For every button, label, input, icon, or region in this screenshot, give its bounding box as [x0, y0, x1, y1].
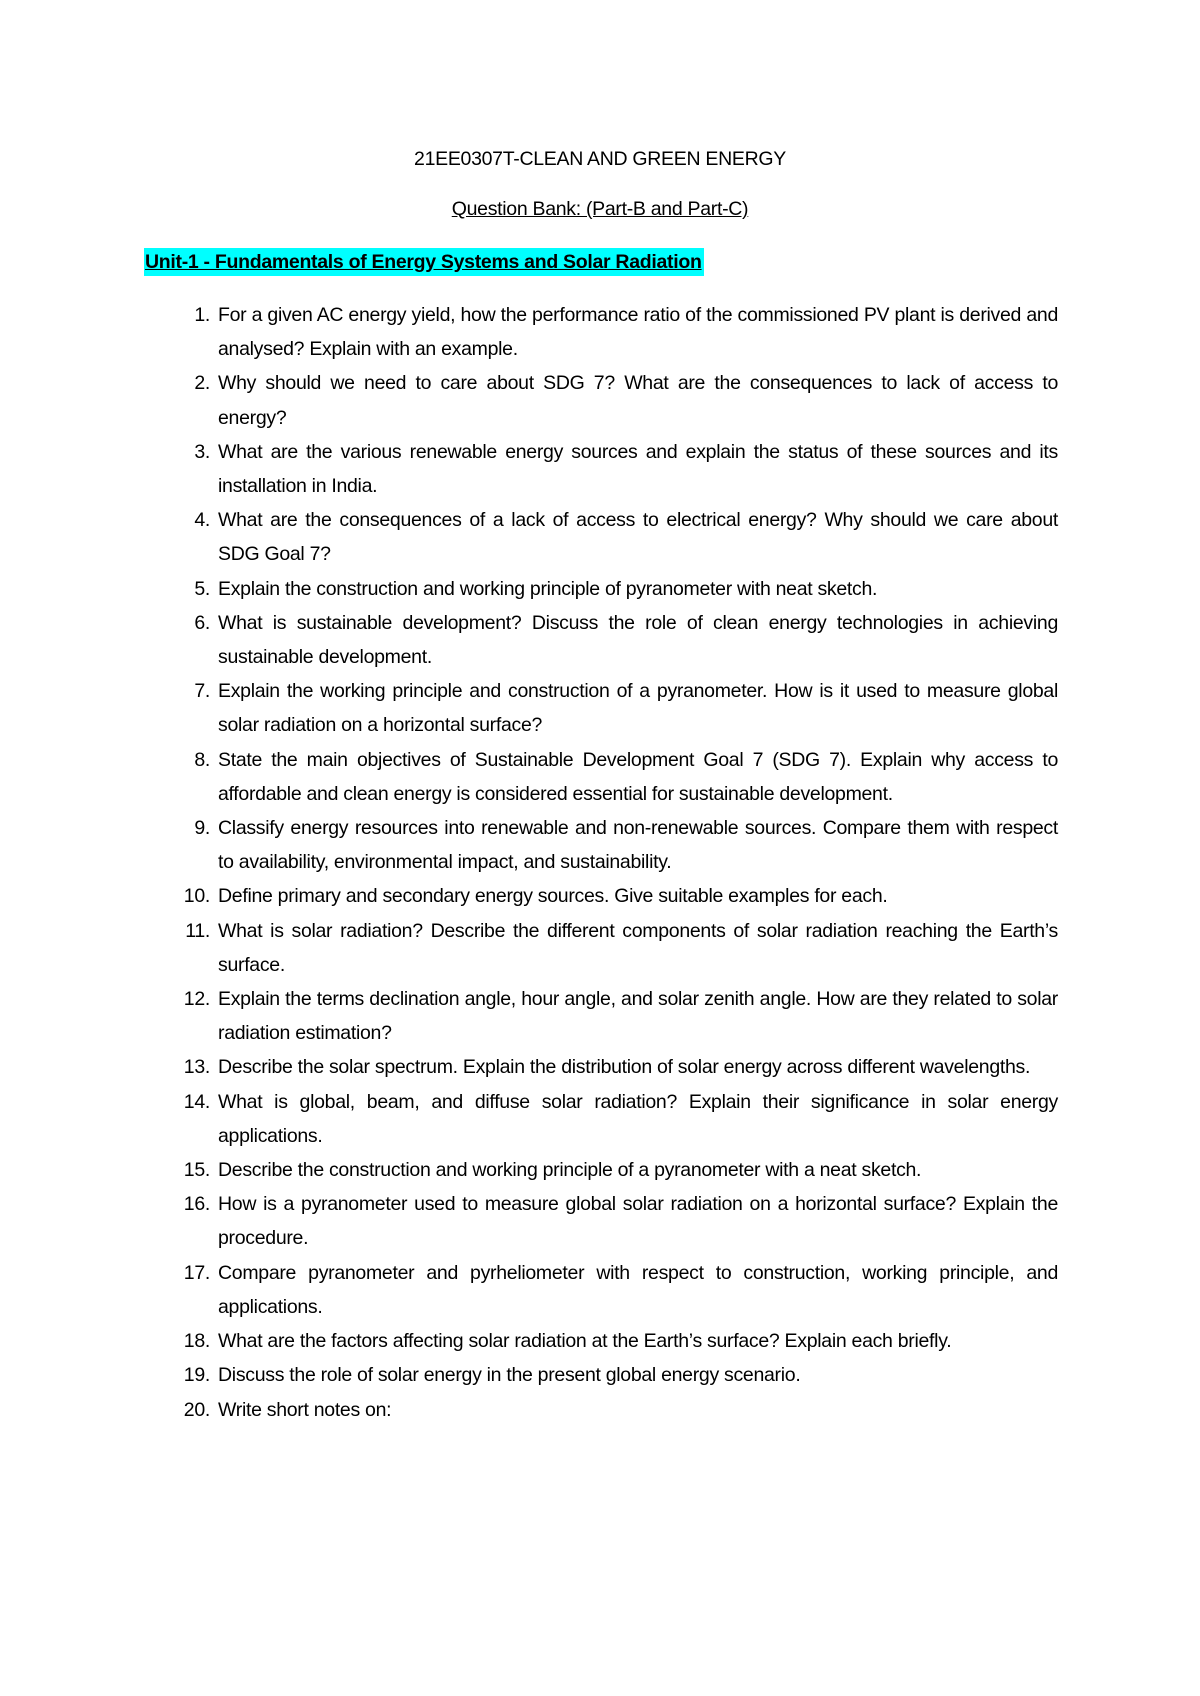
question-number: 17. — [183, 1261, 210, 1284]
question-item — [176, 366, 1058, 434]
question-text: Classify energy resources into renewable and non-renewable sources. Compare them with respect to availability, environmental impact, and sustainability. — [218, 817, 1058, 874]
question-text: State the main objectives of Sustainable Development Goal 7 (SDG 7). Explain why access to affordable and clean energy is considered essential for sustainable development. — [218, 748, 1058, 805]
question-text: What are the consequences of a lack of access to electrical energy? Why should we care about SDG Goal 7? — [218, 509, 1058, 566]
question-text: Explain the working principle and construction of a pyranometer. How is it used to measure global solar radiation on a horizontal surface? — [218, 680, 1058, 737]
question-text: What is global, beam, and diffuse solar radiation? Explain their significance in solar energy applications. — [218, 1090, 1058, 1147]
question-item — [176, 435, 1058, 503]
question-number: 19. — [183, 1364, 210, 1387]
question-text: Explain the terms declination angle, hour angle, and solar zenith angle. How are they related to solar radiation estimation? — [218, 988, 1058, 1045]
unit-heading: Unit-1 - Fundamentals of Energy Systems and Solar Radiation — [144, 248, 704, 276]
question-item — [176, 982, 1058, 1050]
question-text: Describe the solar spectrum. Explain the distribution of solar energy across different wavelengths. — [218, 1056, 1031, 1079]
question-item — [176, 1324, 1058, 1358]
question-item — [176, 1085, 1058, 1153]
question-item — [176, 914, 1058, 982]
question-number: 6. — [194, 611, 210, 634]
question-item — [176, 1153, 1058, 1187]
question-text: How is a pyranometer used to measure global solar radiation on a horizontal surface? Explain the procedure. — [218, 1193, 1058, 1250]
question-item — [176, 1358, 1058, 1392]
question-item — [176, 298, 1058, 366]
question-number: 18. — [183, 1330, 210, 1353]
question-item — [176, 1393, 1058, 1427]
question-text: Explain the construction and working principle of pyranometer with neat sketch. — [218, 577, 878, 600]
question-item — [176, 811, 1058, 879]
question-text: Define primary and secondary energy sources. Give suitable examples for each. — [218, 885, 888, 908]
question-text: What is sustainable development? Discuss the role of clean energy technologies in achieving sustainable development. — [218, 611, 1058, 669]
question-number: 4. — [194, 509, 210, 532]
question-text: Describe the construction and working principle of a pyranometer with a neat sketch. — [218, 1159, 922, 1182]
question-text: What are the factors affecting solar radiation at the Earth’s surface? Explain each briefly. — [218, 1330, 952, 1353]
question-number: 9. — [194, 817, 210, 840]
question-item — [176, 1050, 1058, 1084]
question-item — [176, 572, 1058, 606]
question-text: Why should we need to care about SDG 7? What are the consequences to lack of access to energy? — [218, 372, 1058, 429]
question-number: 1. — [194, 304, 210, 326]
question-number: 10. — [183, 885, 210, 908]
document-title: 21EE0307T-CLEAN AND GREEN ENERGY — [414, 148, 786, 170]
question-number: 7. — [194, 680, 210, 703]
question-number: 5. — [194, 577, 210, 600]
question-item — [176, 743, 1058, 811]
question-number: 13. — [183, 1056, 210, 1079]
question-text: What are the various renewable energy sources and explain the status of these sources and its installation in India. — [218, 440, 1058, 498]
question-text: Discuss the role of solar energy in the present global energy scenario. — [218, 1364, 801, 1387]
question-number: 20. — [183, 1398, 210, 1421]
question-text: For a given AC energy yield, how the performance ratio of the commissioned PV plant is derived and analysed? Explain with an example. — [218, 304, 1058, 361]
question-list — [176, 298, 1058, 1427]
question-item — [176, 879, 1058, 913]
question-text: Compare pyranometer and pyrheliometer with respect to construction, working principle, and applications. — [218, 1261, 1058, 1318]
question-text: Write short notes on: — [218, 1398, 392, 1421]
question-item — [176, 674, 1058, 742]
question-item — [176, 503, 1058, 571]
question-item — [176, 1187, 1058, 1255]
question-number: 3. — [194, 440, 210, 463]
question-number: 15. — [183, 1159, 210, 1182]
question-number: 12. — [183, 988, 210, 1011]
question-text: What is solar radiation? Describe the different components of solar radiation reaching the Earth’s surface. — [218, 919, 1058, 976]
question-number: 2. — [194, 372, 210, 395]
document-subtitle: Question Bank: (Part-B and Part-C) — [451, 198, 749, 220]
question-number: 8. — [194, 748, 210, 771]
question-number: 11. — [185, 919, 210, 942]
question-item — [176, 606, 1058, 674]
question-item — [176, 1256, 1058, 1324]
question-number: 16. — [183, 1193, 210, 1216]
question-number: 14. — [183, 1090, 210, 1113]
